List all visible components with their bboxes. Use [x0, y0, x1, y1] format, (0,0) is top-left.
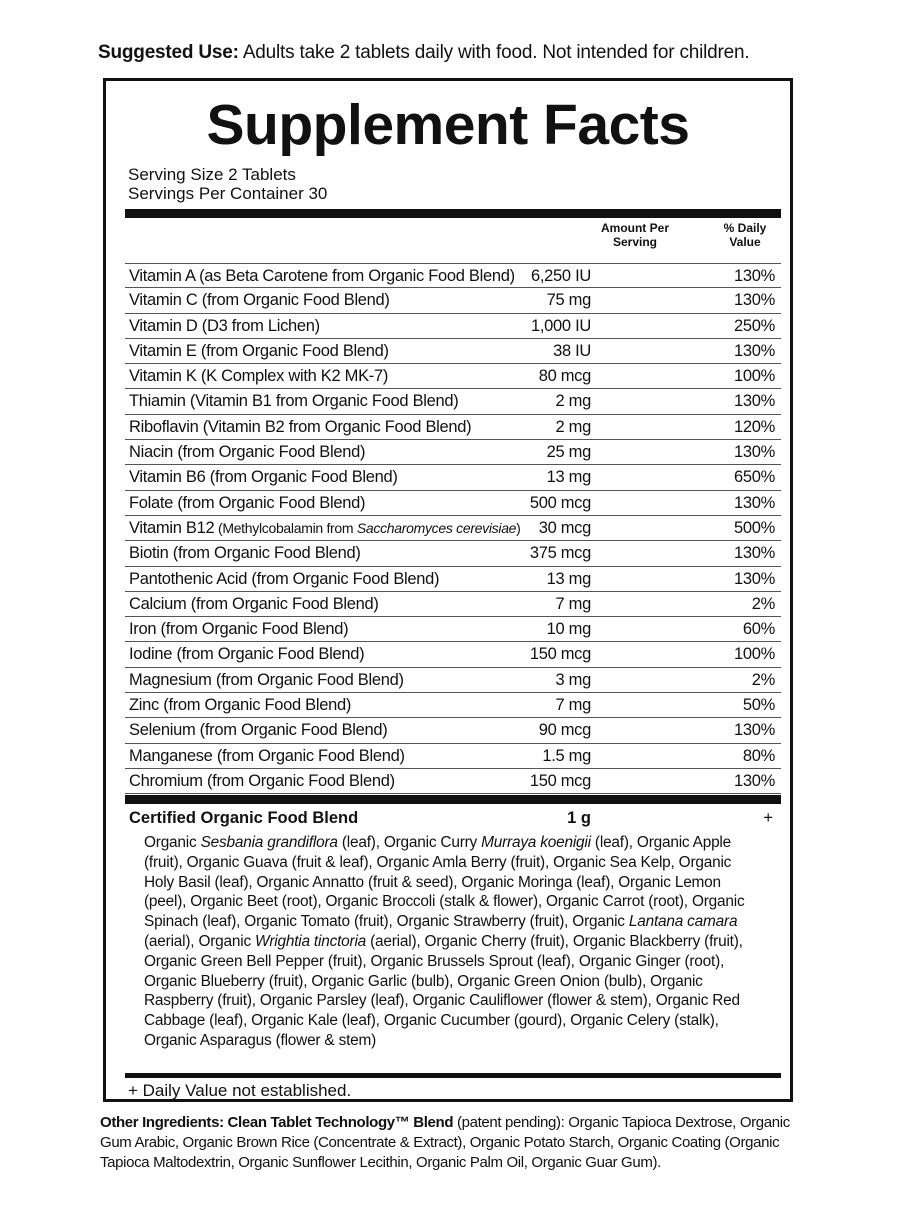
blend-ingredients — [144, 833, 764, 1051]
blend-row — [125, 806, 781, 830]
nutrient-name — [129, 418, 471, 437]
other-ingredients-label: Other Ingredients: Clean Tablet Technology™ Blend — [100, 1114, 454, 1131]
nutrient-row — [125, 415, 781, 440]
blend-text: (aerial), Organic — [144, 932, 256, 950]
suggested-use-text: Adults take 2 tablets daily with food. Not intended for children. — [238, 42, 750, 63]
amount-column-header: Amount Per Serving — [600, 221, 669, 249]
nutrient-row — [125, 440, 781, 465]
nutrient-dv: 500% — [733, 518, 775, 537]
nutrient-dv: 650% — [733, 468, 775, 487]
nutrient-dv: 130% — [733, 569, 775, 588]
nutrient-name — [129, 367, 388, 386]
blend-text: (aerial), Organic Cherry (fruit), Organic Blackberry (fruit), Organic Green Bell Pepper (fruit), Organic Brussels Sprout (leaf), Organic Ginger (root), Organic Blueberry (fruit), Organic Garlic (bulb), Organic Green Onion (bulb), Organic Raspberry (fruit), Organic Parsley (leaf), Organic Cauliflower (flower & stem), Organic Red Cabbage (leaf), Organic Kale (leaf), Organic Cucumber (gourd), Organic Celery (stalk), Organic Asparagus (flower & stem) — [144, 932, 743, 1049]
nutrient-amount: 7 mg — [555, 696, 591, 715]
nutrient-row — [125, 314, 781, 339]
nutrient-dv: 130% — [733, 392, 775, 411]
blend-text: (leaf), Organic Curry — [337, 834, 482, 851]
other-ingredients-text: (patent pending): Organic Tapioca Dextrose, Organic Gum Arabic, Organic Brown Rice (Concentrate & Extract), Organic Potato Starch, Organic Coating (Organic Tapioca Maltodextrin, Organic Sunflower Lecithin, Organic Palm Oil, Organic Guar Gum). — [100, 1114, 790, 1171]
nutrient-name — [129, 392, 458, 411]
nutrient-name — [129, 443, 365, 462]
nutrient-row — [125, 693, 781, 718]
nutrient-amount: 150 mcg — [529, 645, 591, 664]
nutrient-name-text: Calcium (from Organic Food Blend) — [129, 594, 379, 613]
nutrient-amount: 3 mg — [555, 670, 591, 689]
nutrient-dv: 130% — [733, 443, 775, 462]
nutrient-amount: 13 mg — [546, 468, 591, 487]
nutrient-name-text: Pantothenic Acid (from Organic Food Blend) — [129, 569, 440, 588]
nutrient-name-text: Riboflavin (Vitamin B2 from Organic Food Blend) — [129, 417, 472, 436]
nutrient-name — [129, 494, 365, 513]
nutrient-name — [129, 671, 404, 690]
nutrient-name — [129, 721, 388, 740]
nutrient-amount: 375 mcg — [529, 544, 591, 563]
nutrient-name — [129, 570, 439, 589]
nutrient-name — [129, 544, 361, 563]
nutrient-dv: 130% — [733, 771, 775, 790]
nutrient-row — [125, 541, 781, 566]
nutrient-name-detail — [214, 520, 520, 536]
blend-botanical-name: Wrightia tinctoria — [255, 932, 367, 950]
nutrient-dv: 120% — [733, 417, 775, 436]
nutrient-row — [125, 642, 781, 667]
nutrient-name-text: Zinc (from Organic Food Blend) — [129, 696, 352, 715]
nutrient-name-text: Vitamin B12 — [129, 518, 215, 537]
nutrient-name — [129, 519, 521, 538]
nutrient-amount: 2 mg — [555, 392, 591, 411]
divider-thick-top — [125, 209, 781, 218]
nutrient-row — [125, 288, 781, 313]
nutrient-name-text: Vitamin K (K Complex with K2 MK-7) — [129, 367, 389, 386]
nutrient-name — [129, 620, 348, 639]
nutrient-name — [129, 747, 405, 766]
nutrient-amount: 30 mcg — [538, 518, 591, 537]
nutrient-detail-end: ) — [516, 519, 521, 536]
nutrient-name-text: Biotin (from Organic Food Blend) — [129, 544, 361, 563]
nutrient-name — [129, 317, 320, 336]
nutrient-dv: 100% — [733, 367, 775, 386]
nutrient-name — [129, 595, 379, 614]
serving-size: Serving Size 2 Tablets — [128, 165, 296, 184]
nutrient-name-text: Niacin (from Organic Food Blend) — [129, 443, 366, 462]
nutrient-amount: 500 mcg — [529, 493, 591, 512]
nutrient-amount: 7 mg — [555, 594, 591, 613]
nutrient-row — [125, 516, 781, 541]
nutrient-amount: 75 mg — [546, 291, 591, 310]
nutrient-name — [129, 468, 398, 487]
nutrient-row — [125, 718, 781, 743]
blend-text: Organic — [144, 834, 201, 851]
nutrient-amount: 150 mcg — [529, 771, 591, 790]
nutrient-dv: 80% — [742, 746, 775, 765]
supplement-facts-panel — [103, 78, 793, 1102]
nutrient-amount: 6,250 IU — [531, 267, 591, 285]
blend-name: Certified Organic Food Blend — [129, 809, 359, 827]
blend-text: (leaf), Organic Apple (fruit), Organic Guava (fruit & leaf), Organic Amla Berry (fruit), Organic Sea Kelp, Organic Holy Basil (leaf), Organic Annatto (fruit & seed), Organic Moringa (leaf), Organic Lemon (peel), Organic Beet (root), Organic Broccoli (stalk & flower), Organic Carrot (root), Organic Spinach (leaf), Organic Tomato (fruit), Organic Strawberry (fruit), Organic — [144, 834, 745, 931]
nutrient-row — [125, 364, 781, 389]
nutrient-row — [125, 744, 781, 769]
blend-botanical-name: Sesbania grandiflora — [200, 834, 338, 851]
serving-info — [128, 165, 327, 203]
nutrient-amount: 10 mg — [546, 620, 591, 639]
nutrient-row — [125, 617, 781, 642]
nutrient-name-text: Vitamin D (D3 from Lichen) — [129, 316, 320, 335]
nutrient-amount: 13 mg — [546, 569, 591, 588]
nutrient-name-text: Selenium (from Organic Food Blend) — [129, 721, 388, 740]
nutrient-dv: 60% — [742, 620, 775, 639]
dv-column-header: % Daily Value — [723, 221, 767, 249]
nutrient-row — [125, 263, 781, 288]
nutrient-row — [125, 465, 781, 490]
nutrient-amount: 1,000 IU — [531, 316, 591, 335]
nutrient-name-text: Iron (from Organic Food Blend) — [129, 620, 349, 639]
nutrient-name — [129, 342, 389, 361]
nutrient-amount: 25 mg — [546, 443, 591, 462]
nutrient-row — [125, 339, 781, 364]
nutrient-amount: 80 mcg — [538, 367, 591, 386]
nutrient-dv: 2% — [751, 594, 775, 613]
nutrient-row — [125, 567, 781, 592]
nutrient-dv: 130% — [733, 721, 775, 740]
suggested-use-label: Suggested Use: — [98, 42, 239, 63]
other-ingredients — [100, 1113, 790, 1173]
blend-botanical-name: Murraya koenigii — [481, 834, 591, 851]
divider-thick-blend — [125, 795, 781, 804]
nutrient-row — [125, 389, 781, 414]
divider-thick-bottom — [125, 1073, 781, 1078]
nutrient-amount: 90 mcg — [538, 721, 591, 740]
nutrient-name-text: Chromium (from Organic Food Blend) — [129, 771, 395, 790]
nutrient-name-text: Folate (from Organic Food Blend) — [129, 493, 366, 512]
panel-title: Supplement Facts — [206, 93, 690, 157]
nutrient-name — [129, 291, 390, 310]
nutrient-detail-italic: Saccharomyces cerevisiae — [356, 519, 517, 536]
nutrient-name — [129, 645, 364, 664]
nutrient-amount: 1.5 mg — [542, 746, 591, 765]
suggested-use — [98, 42, 818, 64]
nutrient-name-text: Vitamin E (from Organic Food Blend) — [129, 341, 389, 360]
nutrient-amount: 2 mg — [555, 417, 591, 436]
nutrient-dv: 130% — [733, 493, 775, 512]
nutrient-dv: 130% — [733, 291, 775, 310]
nutrient-name-text: Thiamin (Vitamin B1 from Organic Food Blend) — [129, 392, 459, 411]
nutrient-row — [125, 592, 781, 617]
blend-botanical-name: Lantana camara — [628, 913, 738, 931]
nutrient-amount: 38 IU — [553, 341, 591, 360]
nutrient-name — [129, 696, 351, 715]
nutrient-dv: 2% — [751, 670, 775, 689]
nutrient-dv: 130% — [733, 341, 775, 360]
footnote: + Daily Value not established. — [128, 1081, 352, 1100]
nutrient-row — [125, 769, 781, 794]
nutrient-detail-start: (Methylcobalamin from — [214, 519, 357, 536]
nutrient-table — [125, 263, 781, 794]
nutrient-dv: 250% — [733, 316, 775, 335]
blend-amount: 1 g — [567, 809, 591, 827]
nutrient-dv: 130% — [733, 267, 775, 285]
nutrient-name-text: Vitamin C (from Organic Food Blend) — [129, 291, 390, 310]
nutrient-name-text: Manganese (from Organic Food Blend) — [129, 746, 405, 765]
nutrient-dv: 50% — [742, 696, 775, 715]
nutrient-dv: 100% — [733, 645, 775, 664]
nutrient-dv: 130% — [733, 544, 775, 563]
blend-dv: + — [763, 809, 773, 827]
servings-per-container: Servings Per Container 30 — [128, 184, 328, 203]
nutrient-name — [129, 772, 395, 791]
nutrient-name-text: Magnesium (from Organic Food Blend) — [129, 670, 404, 689]
nutrient-row — [125, 491, 781, 516]
nutrient-name-text: Iodine (from Organic Food Blend) — [129, 645, 365, 664]
nutrient-name — [129, 267, 515, 286]
nutrient-row — [125, 668, 781, 693]
nutrient-name-text: Vitamin A (as Beta Carotene from Organic Food Blend) — [129, 267, 515, 285]
nutrient-name-text: Vitamin B6 (from Organic Food Blend) — [129, 468, 398, 487]
